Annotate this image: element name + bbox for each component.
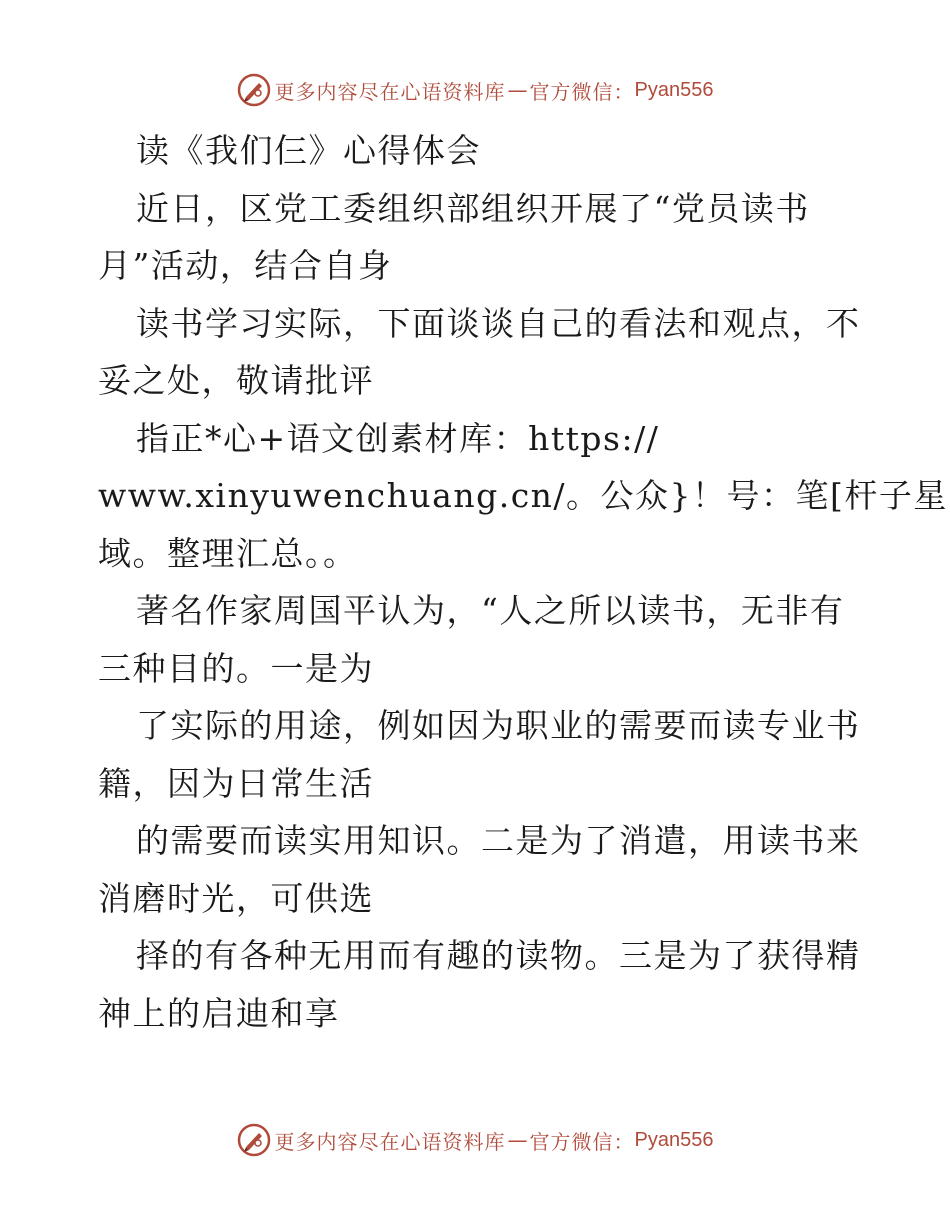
paragraph-line: 三种目的。一是为 (98, 648, 374, 688)
banner-wechat-id: Pyan556 (634, 78, 714, 101)
banner-separator: — (507, 1128, 528, 1152)
document-body (98, 122, 948, 1042)
banner-wechat-id: Pyan556 (634, 1128, 714, 1151)
header-banner (0, 70, 950, 110)
paragraph-line: 籍，因为日常生活 (98, 763, 374, 803)
red-pen-logo-icon (237, 73, 271, 107)
paragraph-line: 神上的启迪和享 (98, 993, 340, 1033)
paragraph-line: 近日，区党工委组织部组织开展了“党员读书 (136, 188, 810, 228)
red-pen-logo-icon (237, 1123, 271, 1157)
paragraph-line: 域。整理汇总。。 (98, 533, 358, 573)
paragraph-line: 择的有各种无用而有趣的读物。三是为了获得精 (136, 936, 861, 975)
paragraph-line: 了实际的用途，例如因为职业的需要而读专业书 (136, 706, 861, 745)
banner-wechat-label: 官方微信： (529, 1129, 635, 1154)
banner-text: 更多内容尽在心语资料库 (274, 1129, 506, 1154)
footer-banner (0, 1120, 950, 1160)
paragraph-line: www.xinyuwenchuang.cn/。公众}！号：笔[杆子星 (98, 476, 948, 515)
paragraph-line: 月”活动，结合自身 (98, 246, 393, 285)
banner-wechat-label: 官方微信： (529, 79, 635, 104)
paragraph-line: 著名作家周国平认为，“人之所以读书，无非有 (136, 591, 845, 630)
paragraph-line: 妥之处，敬请批评 (98, 361, 374, 400)
paragraph-line: 消磨时光，可供选 (98, 878, 374, 918)
paragraph-line: 指正*心+语文创素材库：https:// (136, 418, 660, 458)
paragraph-line: 读书学习实际，下面谈谈自己的看法和观点，不 (136, 303, 861, 343)
document-title: 读《我们仨》心得体会 (136, 131, 481, 170)
banner-text: 更多内容尽在心语资料库 (274, 79, 506, 104)
paragraph-line: 的需要而读实用知识。二是为了消遣，用读书来 (136, 821, 861, 860)
banner-separator: — (507, 78, 528, 102)
